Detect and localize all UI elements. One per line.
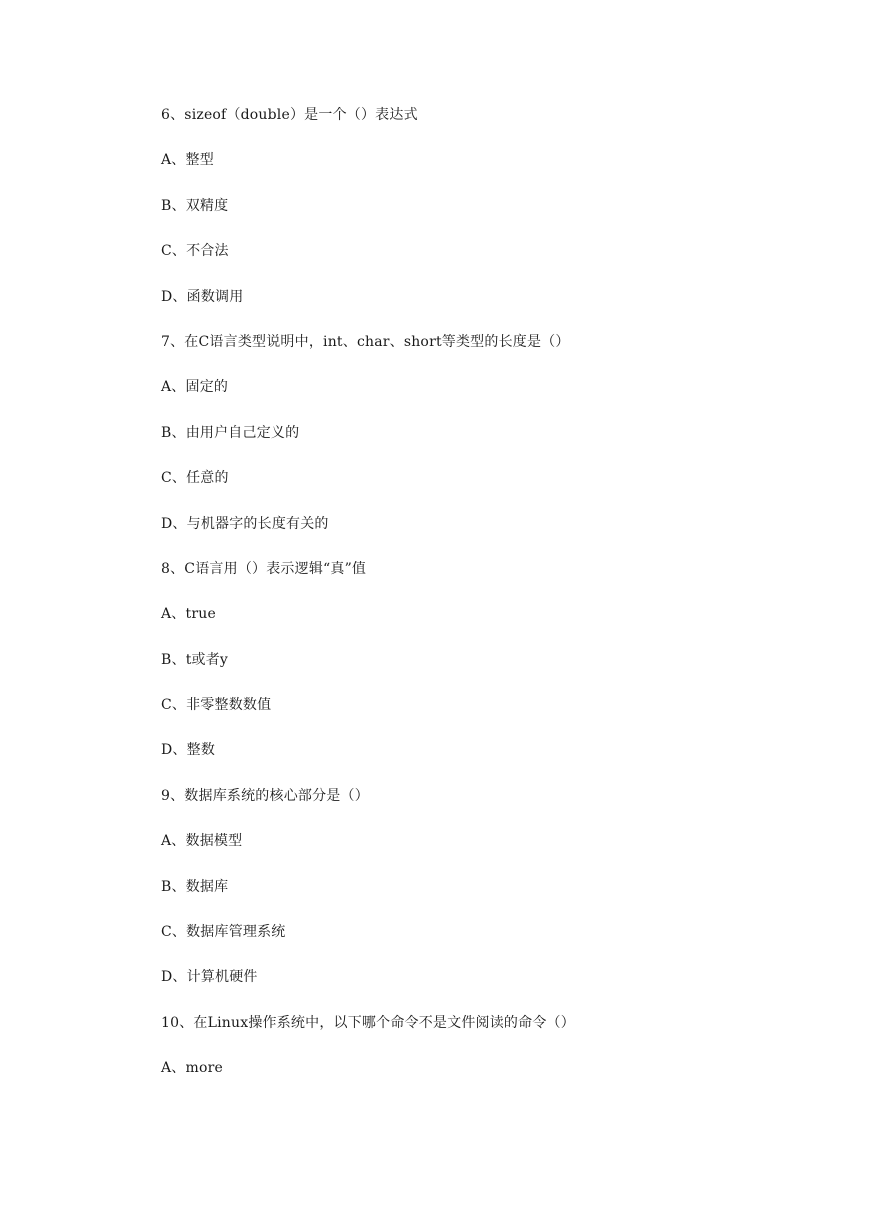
question-7-option-a: A、固定的 xyxy=(161,379,229,396)
question-9-option-b: B、数据库 xyxy=(161,878,229,895)
question-list xyxy=(161,104,801,1103)
question-8-stem: 8、C语言用（）表示逻辑“真”值 xyxy=(161,560,367,577)
question-6-option-a: A、整型 xyxy=(161,152,214,169)
question-6-stem: 6、sizeof（double）是一个（）表达式 xyxy=(161,107,418,123)
question-6-option-c: C、不合法 xyxy=(161,243,229,260)
question-7-option-b: B、由用户自己定义的 xyxy=(161,424,300,441)
question-7-option-d: D、与机器字的长度有关的 xyxy=(161,515,329,532)
question-8-option-d: D、整数 xyxy=(161,742,216,759)
question-8-option-b: B、t或者y xyxy=(161,651,229,668)
question-9-stem: 9、数据库系统的核心部分是（） xyxy=(161,787,369,804)
question-6-option-d: D、函数调用 xyxy=(161,288,244,305)
question-8-option-a: A、true xyxy=(161,606,216,623)
question-9-option-c: C、数据库管理系统 xyxy=(161,924,286,941)
question-9-option-d: D、计算机硬件 xyxy=(161,969,258,986)
question-10-stem: 10、在Linux操作系统中，以下哪个命令不是文件阅读的命令（） xyxy=(161,1014,575,1031)
question-10-option-a: A、more xyxy=(161,1060,223,1077)
question-6-option-b: B、双精度 xyxy=(161,197,229,214)
question-7-option-c: C、任意的 xyxy=(161,470,229,487)
question-9-option-a: A、数据模型 xyxy=(161,833,243,850)
question-8-option-c: C、非零整数数值 xyxy=(161,697,272,714)
question-7-stem: 7、在C语言类型说明中，int、char、short等类型的长度是（） xyxy=(161,333,570,350)
